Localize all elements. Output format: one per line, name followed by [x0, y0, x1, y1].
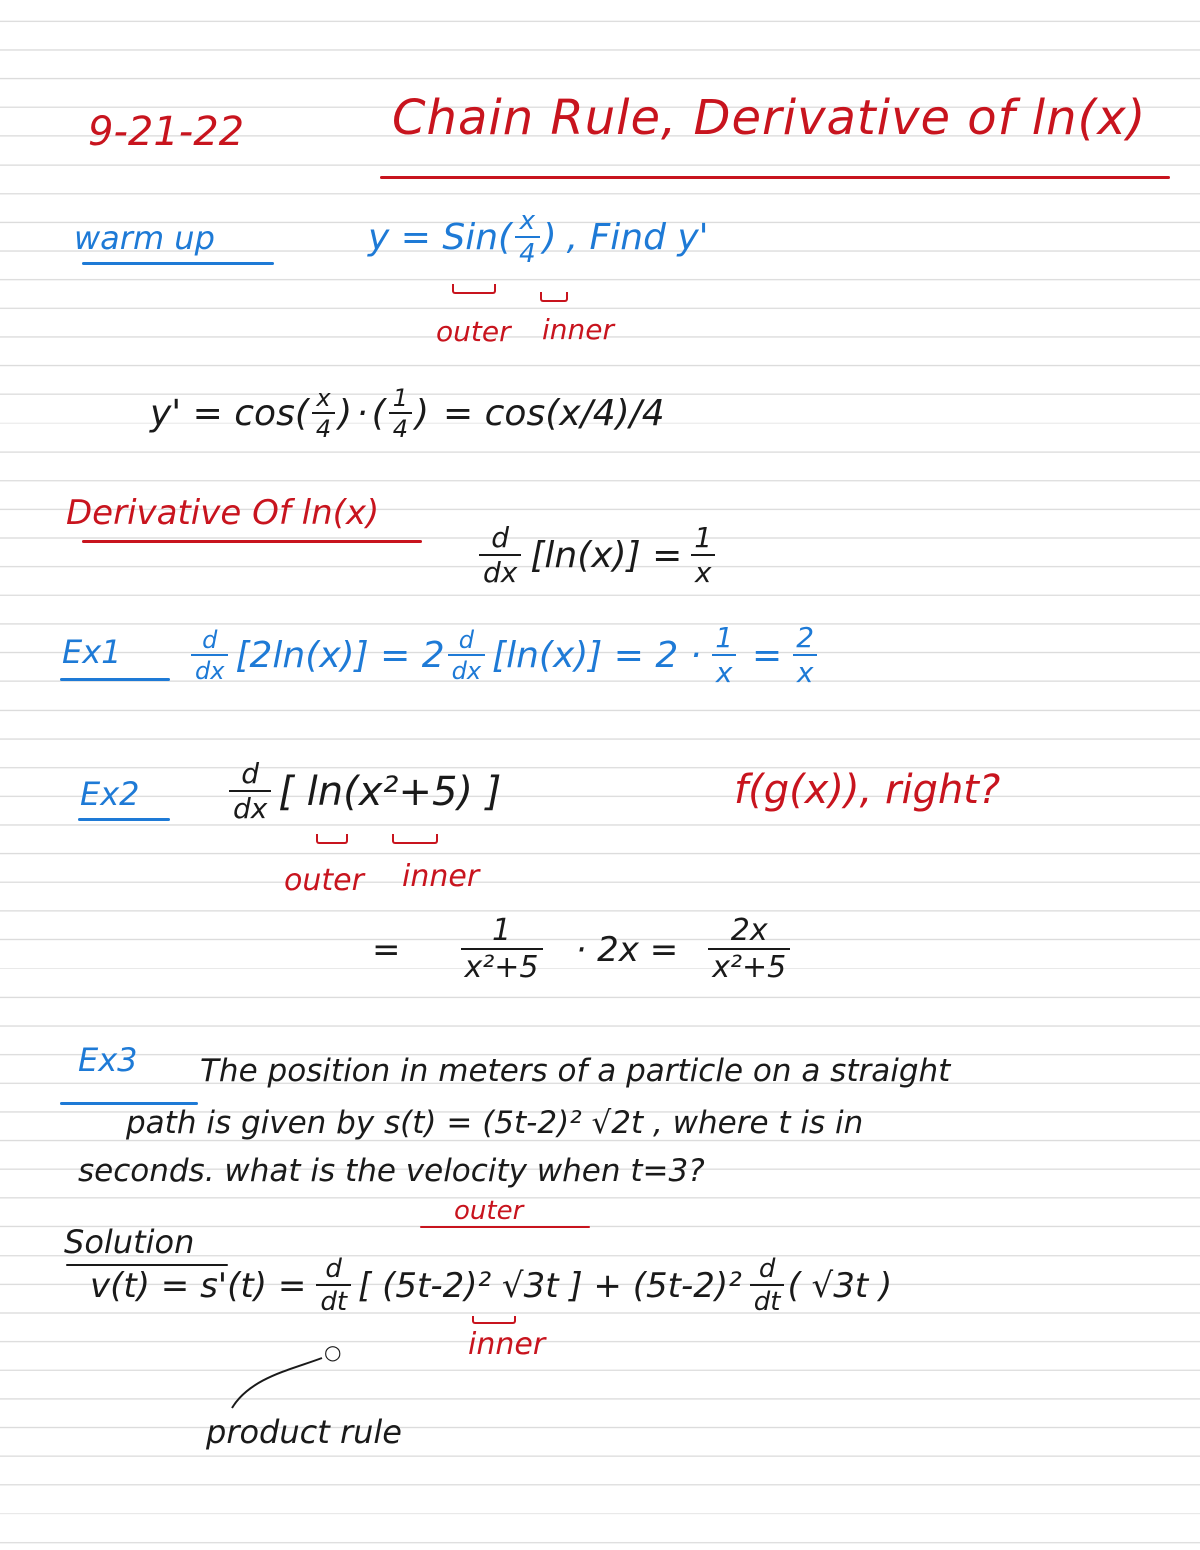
- ex2-inner-label: inner: [402, 859, 480, 894]
- warmup-problem: y = Sin ( $\frac{x}{4}$ ) , Find y': [368, 206, 709, 269]
- ex3-pointer-line: [210, 1352, 330, 1422]
- ex3-outer-bracket: [420, 1226, 590, 1228]
- ex3-text-line2: path is given by s(t) = (5t-2)² √2t , where t is in: [126, 1105, 864, 1141]
- ex1-label: Ex1: [62, 633, 122, 671]
- outer-bracket-mark: [452, 284, 496, 294]
- ex2-inner-bracket-mark: [392, 834, 438, 844]
- ex2-underline: [78, 818, 170, 821]
- ex3-label: Ex3: [78, 1041, 138, 1079]
- derivative-ln-rule: $\frac{d}{dx}$ [ln(x)] = $\frac{1}{x}$: [476, 524, 719, 587]
- ex2-outer-label: outer: [284, 863, 364, 898]
- date: 9-21-22: [88, 109, 245, 155]
- ex3-dot-marker: ○: [324, 1340, 342, 1364]
- derivative-ln-label: Derivative Of ln(x): [66, 493, 380, 533]
- ex1-expression: $\frac{d}{dx}$ [2ln(x)] = 2 $\frac{d}{dx}$ [ln(x)] = 2 · $\frac{1}{x}$ = $\frac{2}{x}$: [188, 624, 821, 687]
- ex3-solution-expression: v(t) = s'(t) = $\frac{d}{dt}$ [ (5t-2)² √3t ] + (5t-2)² $\frac{d}{dt}$ ( √3t ): [90, 1254, 893, 1317]
- ex3-text-line1: The position in meters of a particle on a straight: [200, 1053, 951, 1089]
- ex3-inner-label: inner: [468, 1327, 546, 1362]
- warmup-label: warm up: [74, 219, 215, 257]
- warmup-prefix: y = Sin: [368, 216, 499, 258]
- warmup-fraction: $\frac{x}{4}$: [515, 208, 540, 267]
- page-title: Chain Rule, Derivative of ln(x): [392, 90, 1147, 146]
- warmup-outer-label: outer: [436, 315, 511, 348]
- ex2-label: Ex2: [80, 775, 140, 813]
- ex3-solution-label: Solution: [64, 1223, 195, 1261]
- ex2-outer-bracket-mark: [316, 834, 348, 844]
- ex2-solution: = $\frac{1}{\text{x²+5}}$ · 2x = $\frac{2x}{\text{x²+5}}$: [372, 916, 793, 983]
- ex3-product-rule-note: product rule: [206, 1413, 402, 1451]
- ex3-text-line3: seconds. what is the velocity when t=3?: [78, 1153, 705, 1189]
- ex3-inner-bracket-mark: [472, 1316, 516, 1324]
- ex2-note: f(g(x)), right?: [734, 767, 1001, 813]
- derivative-ln-underline: [82, 540, 422, 543]
- ex3-outer-label: outer: [454, 1196, 524, 1226]
- inner-bracket-mark: [540, 292, 568, 302]
- warmup-underline: [82, 262, 274, 265]
- warmup-inner-label: inner: [542, 313, 615, 346]
- warmup-suffix: , Find y': [566, 216, 709, 258]
- warmup-solution: y' = cos ( $\frac{x}{4}$ ) · ( $\frac{1}{4}$ ) = cos(x/4)/4: [150, 384, 665, 443]
- title-underline: [380, 176, 1170, 179]
- ex1-underline: [60, 678, 170, 681]
- ex2-expression: $\frac{d}{dx}$ [ ln(x²+5) ]: [226, 760, 501, 823]
